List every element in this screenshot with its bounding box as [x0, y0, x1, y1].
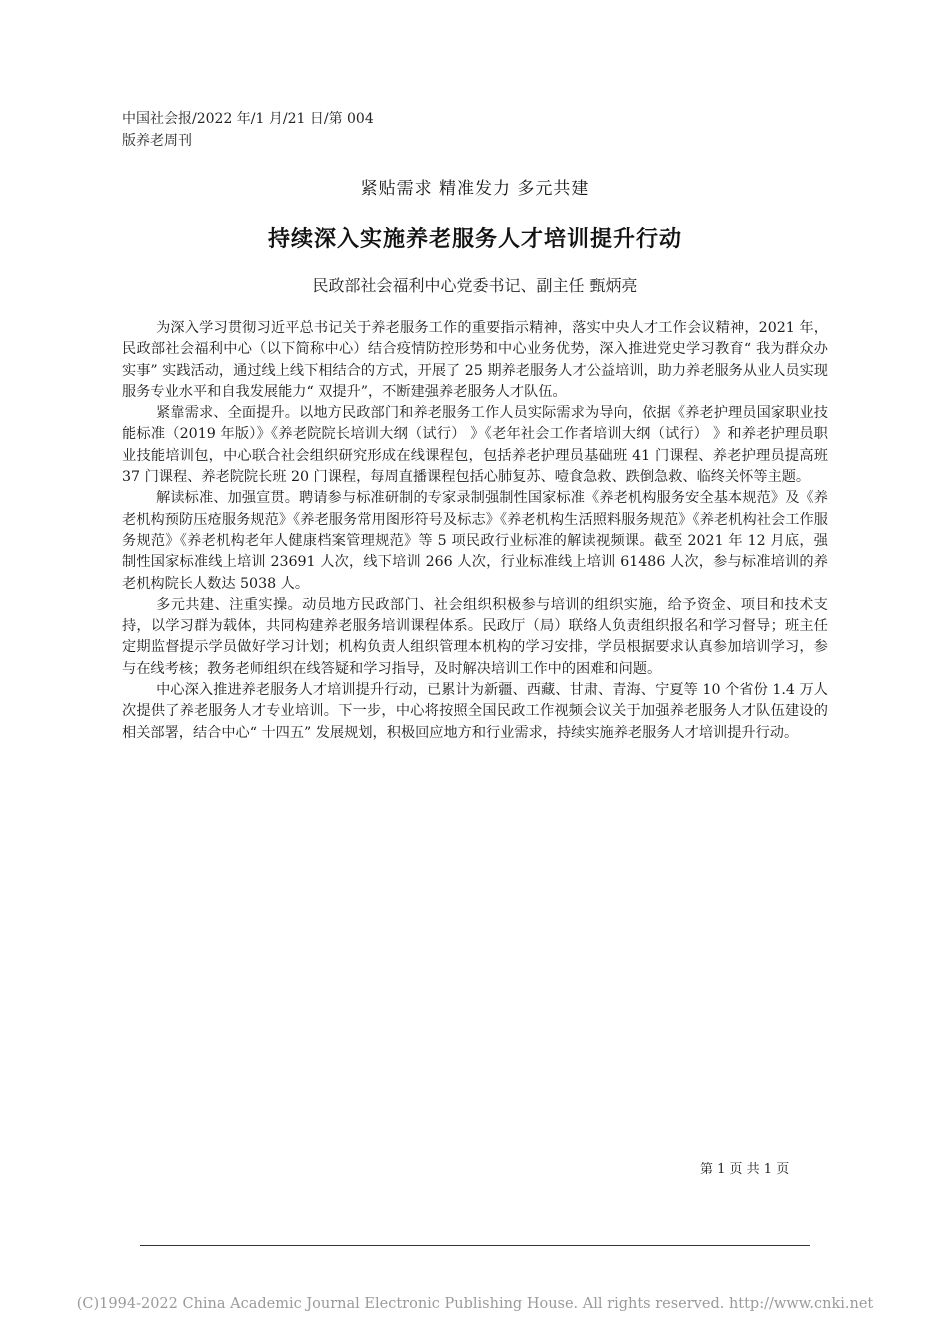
article-author: 民政部社会福利中心党委书记、副主任 甄炳亮 [312, 276, 638, 295]
page-number: 第 1 页 共 1 页 [700, 1162, 790, 1177]
article-title: 持续深入实施养老服务人才培训提升行动 [267, 227, 682, 252]
body-paragraph: 多元共建、注重实操。动员地方民政部门、社会组织积极参与培训的组织实施，给予资金、项目和技术支持，以学习群为载体，共同构建养老服务培训课程体系。民政厅（局）联络人负责组织报名和学习督导；班主任定期监督提示学员做好学习计划；机构负责人组织管理本机构的学习安排，学员根据要求认真参加培训学习，参与在线考核；教务老师组织在线答疑和学习指导，及时解决培训工作中的困难和问题。 [122, 596, 828, 677]
article-subtitle: 紧贴需求 精准发力 多元共建 [360, 179, 590, 199]
body-paragraph: 解读标准、加强宣贯。聘请参与标准研制的专家录制强制性国家标准《养老机构服务安全基本规范》及《养老机构预防压疮服务规范》《养老服务常用图形符号及标志》《养老机构生活照料服务规范》《养老机构社会工作服务规范》《养老机构老年人健康档案管理规范》等 5 项民政行业标准的解读视频课。截至 2021 年 12 月底，强制性国家标准线上培训 23691 人次，线下培训 266 人次，行业标准线上培训 61486 人次，参与标准培训的养老机构院长人数达 5038 人。 [122, 490, 828, 592]
source-line-2: 版养老周刊 [122, 133, 192, 149]
copyright-footer: (C)1994-2022 China Academic Journal Electronic Publishing House. All rights reserved. http://www.cnki.net [76, 1296, 874, 1312]
footer-divider [140, 1245, 810, 1246]
source-citation [122, 108, 422, 152]
article-body [122, 318, 828, 744]
body-paragraph: 中心深入推进养老服务人才培训提升行动，已累计为新疆、西藏、甘肃、青海、宁夏等 10 个省份 1.4 万人次提供了养老服务人才专业培训。下一步，中心将按照全国民政工作视频会议关于加强养老服务人才队伍建设的相关部署，结合中心“ 十四五” 发展规划，积极回应地方和行业需求，持续实施养老服务人才培训提升行动。 [122, 682, 828, 741]
source-line-1: 中国社会报/2022 年/1 月/21 日/第 004 [122, 111, 374, 127]
body-paragraph: 为深入学习贯彻习近平总书记关于养老服务工作的重要指示精神，落实中央人才工作会议精神，2021 年，民政部社会福利中心（以下简称中心）结合疫情防控形势和中心业务优势，深入推进党史学习教育“ 我为群众办实事” 实践活动，通过线上线下相结合的方式，开展了 25 期养老服务人才公益培训，助力养老服务从业人员实现服务专业水平和自我发展能力“ 双提升”，不断建强养老服务人才队伍。 [122, 320, 828, 400]
body-paragraph: 紧靠需求、全面提升。以地方民政部门和养老服务工作人员实际需求为导向，依据《养老护理员国家职业技能标准（2019 年版）》《养老院院长培训大纲（试行） 》《老年社会工作者培训大纲（试行） 》和养老护理员职业技能培训包，中心联合社会组织研究形成在线课程包，包括养老护理员基础班 41 门课程、养老护理员提高班 37 门课程、养老院院长班 20 门课程，每周直播课程包括心肺复苏、噎食急救、跌倒急救、临终关怀等主题。 [122, 405, 828, 486]
